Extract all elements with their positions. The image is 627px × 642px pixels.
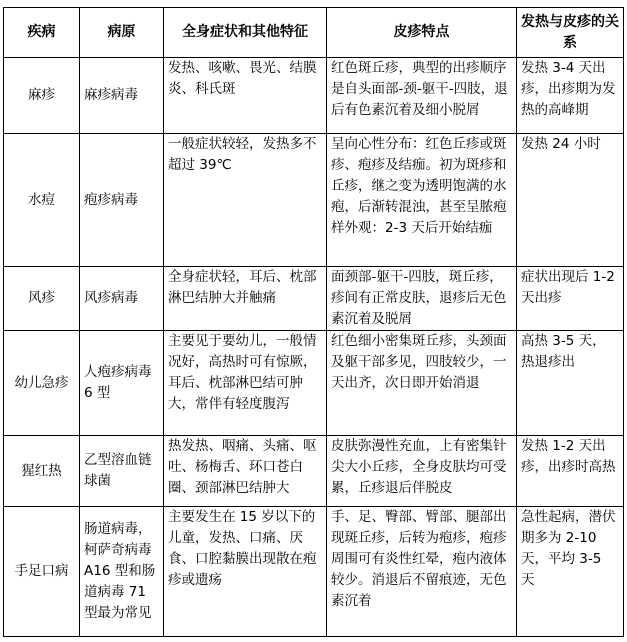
- cell-disease: 麻疹: [4, 58, 80, 134]
- cell-symptoms: 一般症状较轻，发热多不超过 39℃: [164, 134, 327, 267]
- cell-pathogen: 疱疹病毒: [80, 134, 164, 267]
- table-header-row: [4, 8, 624, 58]
- cell-rash: 红色斑丘疹，典型的出疹顺序是自头面部-颈-躯干-四肢，退后有色素沉着及细小脱屑: [327, 58, 517, 134]
- cell-disease: 风疹: [4, 267, 80, 331]
- header-symptoms: 全身症状和其他特征: [164, 8, 327, 58]
- cell-disease: 幼儿急疹: [4, 331, 80, 436]
- table-row: [4, 267, 624, 331]
- cell-rash: 手、足、臀部、臂部、腿部出现斑丘疹，后转为疱疹，疱疹周围可有炎性红晕，疱内液体较少。消退后不留痕迹，无色素沉着: [327, 507, 517, 637]
- header-rash: 皮疹特点: [327, 8, 517, 58]
- table-row: [4, 507, 624, 637]
- cell-disease: 水痘: [4, 134, 80, 267]
- disease-comparison-table: [3, 7, 624, 637]
- cell-pathogen: 麻疹病毒: [80, 58, 164, 134]
- header-fever-relation: 发热与皮疹的关系: [517, 8, 624, 58]
- cell-symptoms: 主要见于要幼儿，一般情况好，高热时可有惊厥，耳后、枕部淋巴结可肿大，常伴有轻度腹泻: [164, 331, 327, 436]
- cell-symptoms: 全身症状轻，耳后、枕部淋巴结肿大并触痛: [164, 267, 327, 331]
- table-row: [4, 58, 624, 134]
- cell-fever: 高热 3-5 天，热退疹出: [517, 331, 624, 436]
- cell-pathogen: 肠道病毒，柯萨奇病毒 A16 型和肠道病毒 71 型最为常见: [80, 507, 164, 637]
- header-disease: 疾病: [4, 8, 80, 58]
- table-row: [4, 134, 624, 267]
- cell-pathogen: 风疹病毒: [80, 267, 164, 331]
- cell-symptoms: 发热、咳嗽、畏光、结膜炎、科氏斑: [164, 58, 327, 134]
- cell-fever: 急性起病，潜伏期多为 2-10 天，平均 3-5 天: [517, 507, 624, 637]
- cell-symptoms: 热发热、咽痛、头痛、呕吐、杨梅舌、环口苍白圈、颈部淋巴结肿大: [164, 436, 327, 507]
- cell-fever: 发热 24 小时: [517, 134, 624, 267]
- header-pathogen: 病原: [80, 8, 164, 58]
- cell-fever: 症状出现后 1-2 天出疹: [517, 267, 624, 331]
- cell-disease: 猩红热: [4, 436, 80, 507]
- cell-pathogen: 乙型溶血链球菌: [80, 436, 164, 507]
- table-row: [4, 436, 624, 507]
- cell-symptoms: 主要发生在 15 岁以下的儿童，发热、口痛、厌食、口腔黏膜出现散在疱疹或遗疡: [164, 507, 327, 637]
- cell-fever: 发热 3-4 天出疹，出疹期为发热的高峰期: [517, 58, 624, 134]
- cell-disease: 手足口病: [4, 507, 80, 637]
- cell-rash: 面颈部-躯干-四肢，斑丘疹，疹间有正常皮肤，退疹后无色素沉着及脱屑: [327, 267, 517, 331]
- cell-fever: 发热 1-2 天出疹，出疹时高热: [517, 436, 624, 507]
- table-row: [4, 331, 624, 436]
- cell-rash: 皮肤弥漫性充血，上有密集针尖大小丘疹，全身皮肤均可受累，丘疹退后伴脱皮: [327, 436, 517, 507]
- cell-rash: 呈向心性分布：红色丘疹或斑疹、疱疹及结痂。初为斑疹和丘疹，继之变为透明饱满的水疱，后渐转混浊，甚至呈脓疱样外观：2-3 天后开始结痂: [327, 134, 517, 267]
- cell-pathogen: 人疱疹病毒 6 型: [80, 331, 164, 436]
- cell-rash: 红色细小密集斑丘疹，头颈面及躯干部多见，四肢较少，一天出齐，次日即开始消退: [327, 331, 517, 436]
